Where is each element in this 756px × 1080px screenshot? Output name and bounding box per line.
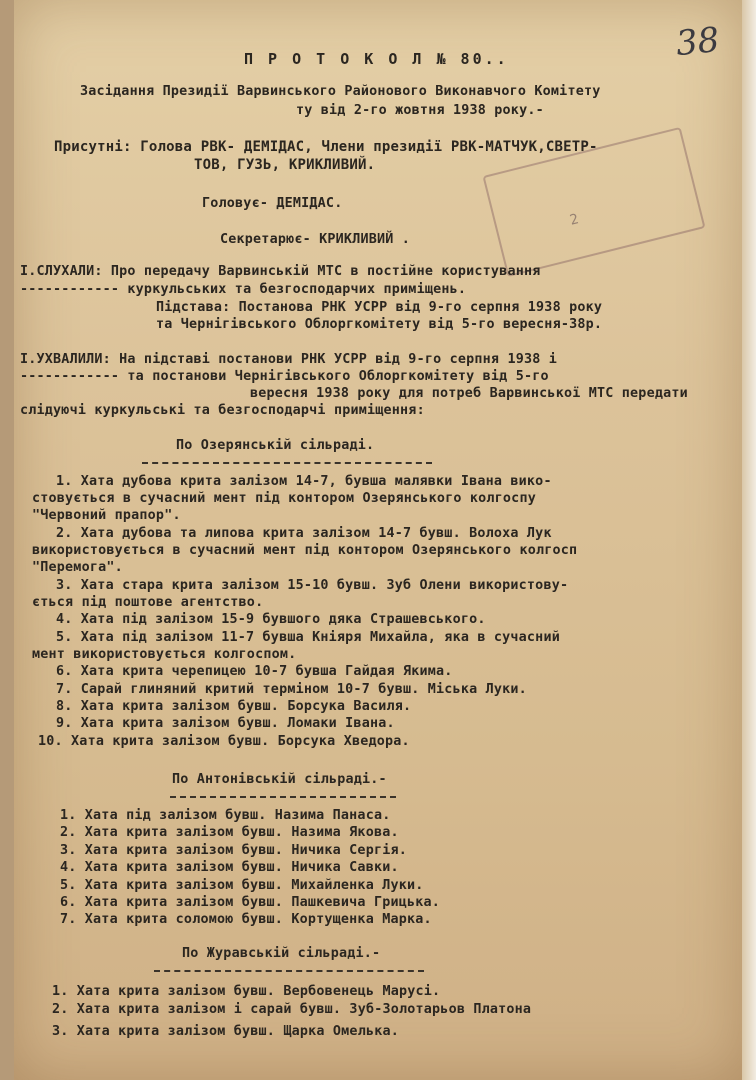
list-item: 3. Хата крита залізом бувш. Щарка Омелька. <box>52 1024 399 1039</box>
list-item: 6. Хата крита черепицею 10-7 бувша Гайдая Якима. <box>56 664 453 679</box>
secretary-line: Секретарює- КРИКЛИВИЙ . <box>220 232 411 247</box>
document-title: П Р О Т О К О Л № 80.. <box>244 50 509 68</box>
archive-binding-edge <box>0 0 14 1080</box>
heard-line-1: І.СЛУХАЛИ: Про передачу Варвинській МТС в постійне користування <box>20 264 541 279</box>
section-underline <box>142 462 432 464</box>
list-item: використовується в сучасний мент під контором Озерянського колгосп <box>32 543 578 558</box>
section-title-antonivska: По Антонівській сільраді.- <box>172 772 387 787</box>
decided-line-1: І.УХВАЛИЛИ: На підставі постанови РНК УСРР від 9-го серпня 1938 і <box>20 352 558 367</box>
list-item: 9. Хата крита залізом бувш. Ломаки Івана. <box>56 716 395 731</box>
list-item: 8. Хата крита залізом бувш. Борсука Василя. <box>56 699 412 714</box>
section-title-zhuravska: По Журавській сільраді.- <box>182 946 381 961</box>
section-underline <box>170 796 396 798</box>
document-page <box>14 0 742 1080</box>
decided-line-3: вересня 1938 року для потреб Варвинської МТС передати <box>250 386 688 401</box>
present-line-2: ТОВ, ГУЗЬ, КРИКЛИВИЙ. <box>194 157 376 173</box>
list-item: "Перемога". <box>32 560 123 575</box>
header-line-1: Засідання Президії Варвинського Районового Виконавчого Комітету <box>80 84 601 99</box>
list-item: 2. Хата крита залізом і сарай бувш. Зуб-Золотарьов Платона <box>52 1002 532 1017</box>
list-item: 2. Хата крита залізом бувш. Назима Якова. <box>60 825 399 840</box>
list-item: 1. Хата дубова крита залізом 14-7, бувша малявки Івана вико- <box>56 474 552 489</box>
heard-line-4: та Чернігівського Облоргкомітету від 5-го вересня-38р. <box>156 317 603 332</box>
list-item: мент використовується колгоспом. <box>32 647 297 662</box>
list-item: 1. Хата крита залізом бувш. Вербовенець Марусі. <box>52 984 441 999</box>
list-item: ється під поштове агентство. <box>32 595 264 610</box>
header-line-2: ту від 2-го жовтня 1938 року.- <box>296 103 544 118</box>
list-item: 7. Сарай глиняний критий терміном 10-7 бувш. Міська Луки. <box>56 682 527 697</box>
decided-line-2: ------------ та постанови Чернігівського Облоргкомітету від 5-го <box>20 369 549 384</box>
section-title-ozerianska: По Озерянській сільраді. <box>176 438 375 453</box>
present-line-1: Присутні: Голова РВК- ДЕМІДАС, Члени президії РВК-МАТЧУК,СВЕТР- <box>54 139 598 155</box>
heard-line-3: Підстава: Постанова РНК УСРР від 9-го серпня 1938 року <box>156 300 603 315</box>
stamp-number: 2 <box>568 211 581 229</box>
list-item: 2. Хата дубова та липова крита залізом 14-7 бувш. Волоха Лук <box>56 526 552 541</box>
list-item: 4. Хата під залізом 15-9 бувшого дяка Страшевського. <box>56 612 486 627</box>
list-item: "Червоний прапор". <box>32 508 181 523</box>
section-underline <box>154 970 424 972</box>
list-item: 1. Хата під залізом бувш. Назима Панаса. <box>60 808 391 823</box>
list-item: 5. Хата крита залізом бувш. Михайленка Луки. <box>60 878 424 893</box>
folio-number: 38 <box>674 19 722 65</box>
heard-line-2: ------------ куркульських та безгосподарчих приміщень. <box>20 282 467 297</box>
list-item: 3. Хата стара крита залізом 15-10 бувш. Зуб Олени використову- <box>56 578 569 593</box>
decided-line-4: слідуючі куркульські та безгосподарчі приміщення: <box>20 403 425 418</box>
list-item: 10. Хата крита залізом бувш. Борсука Хведора. <box>38 734 410 749</box>
list-item: 7. Хата крита соломою бувш. Кортущенка Марка. <box>60 912 432 927</box>
list-item: стовується в сучасний мент під контором Озерянського колгоспу <box>32 491 536 506</box>
page-right-edge <box>742 0 756 1080</box>
list-item: 3. Хата крита залізом бувш. Ничика Сергія. <box>60 843 407 858</box>
list-item: 4. Хата крита залізом бувш. Ничика Савки. <box>60 860 399 875</box>
list-item: 6. Хата крита залізом бувш. Пашкевича Грицька. <box>60 895 441 910</box>
chair-line: Головує- ДЕМІДАС. <box>202 196 343 211</box>
list-item: 5. Хата під залізом 11-7 бувша Кніяря Михайла, яка в сучасний <box>56 630 560 645</box>
